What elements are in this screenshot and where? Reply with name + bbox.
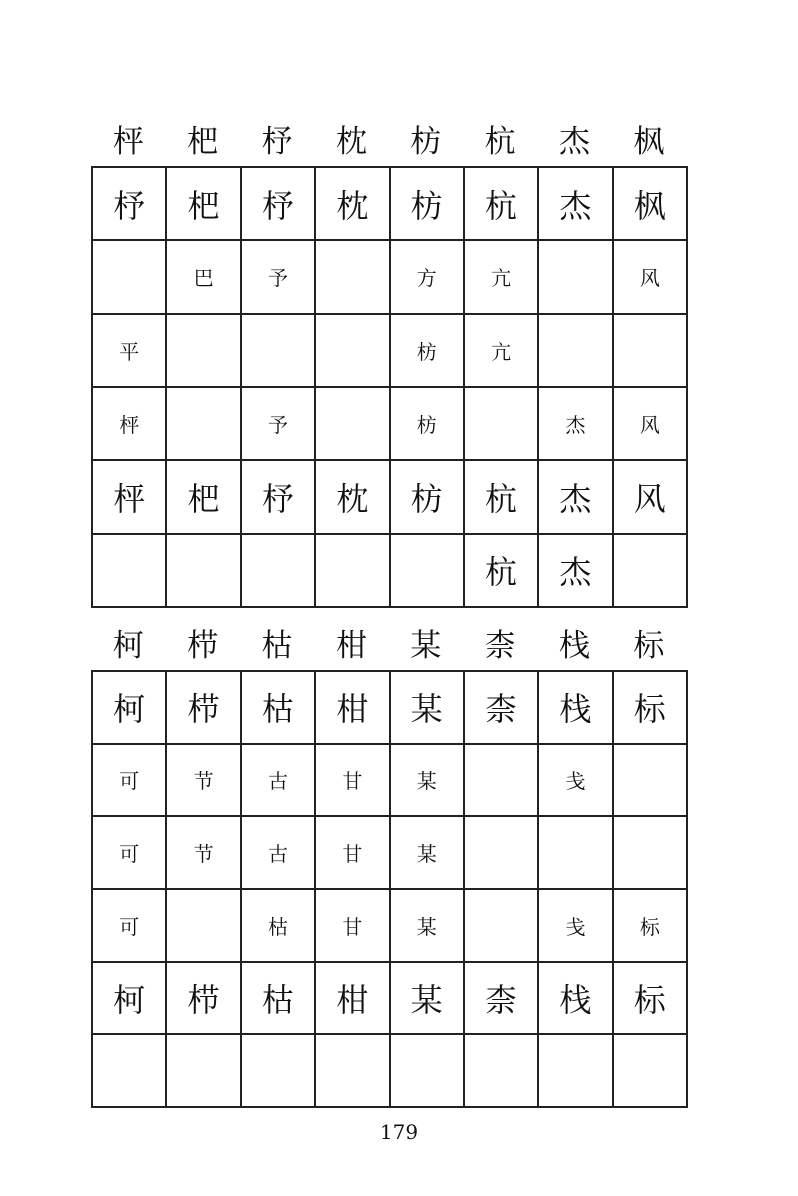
column-header: 杼 <box>261 124 293 160</box>
glyph-cell: 方 <box>391 241 465 314</box>
glyph-cell: 栈 <box>539 963 613 1036</box>
glyph-cell: 杭 <box>465 461 539 534</box>
glyph-cell: 甘 <box>316 817 390 890</box>
glyph-cell: 某 <box>391 817 465 890</box>
glyph-cell: 某 <box>391 963 465 1036</box>
glyph-cell <box>391 535 465 608</box>
glyph-cell <box>465 745 539 818</box>
glyph-cell: 枋 <box>391 461 465 534</box>
glyph-cell: 甘 <box>316 890 390 963</box>
glyph-cell <box>93 241 167 314</box>
glyph-cell: 柑 <box>316 672 390 745</box>
glyph-cell: 可 <box>93 890 167 963</box>
glyph-cell: 杼 <box>93 168 167 241</box>
glyph-cell: 古 <box>242 745 316 818</box>
glyph-cell: 某 <box>391 672 465 745</box>
glyph-cell: 风 <box>614 461 688 534</box>
glyph-cell <box>242 1035 316 1108</box>
glyph-cell: 柰 <box>465 672 539 745</box>
glyph-cell <box>93 1035 167 1108</box>
glyph-cell <box>167 535 241 608</box>
glyph-cell: 甘 <box>316 745 390 818</box>
glyph-cell: 枯 <box>242 672 316 745</box>
column-header: 杭 <box>484 124 516 160</box>
glyph-cell <box>242 315 316 388</box>
glyph-cell: 杼 <box>242 168 316 241</box>
glyph-cell: 某 <box>391 745 465 818</box>
glyph-cell: 枋 <box>391 315 465 388</box>
glyph-cell: 杰 <box>539 388 613 461</box>
glyph-cell <box>167 388 241 461</box>
glyph-cell: 杰 <box>539 535 613 608</box>
glyph-cell: 杭 <box>465 535 539 608</box>
column-header: 柰 <box>484 628 516 664</box>
glyph-cell: 枫 <box>614 168 688 241</box>
column-header: 栉 <box>187 628 219 664</box>
glyph-cell <box>242 535 316 608</box>
glyph-cell <box>539 1035 613 1108</box>
glyph-cell: 亢 <box>465 241 539 314</box>
column-header: 枋 <box>410 124 442 160</box>
glyph-cell: 古 <box>242 817 316 890</box>
glyph-cell <box>391 1035 465 1108</box>
glyph-cell: 枰 <box>93 461 167 534</box>
glyph-cell: 柯 <box>93 672 167 745</box>
glyph-cell <box>316 535 390 608</box>
character-grid <box>91 166 688 608</box>
glyph-cell: 枋 <box>391 388 465 461</box>
glyph-cell: 枕 <box>316 168 390 241</box>
glyph-cell <box>465 1035 539 1108</box>
column-header: 柯 <box>112 628 144 664</box>
glyph-cell: 戋 <box>539 745 613 818</box>
glyph-cell <box>167 890 241 963</box>
column-header: 枕 <box>335 124 367 160</box>
glyph-cell: 枕 <box>316 461 390 534</box>
glyph-cell <box>316 1035 390 1108</box>
glyph-cell: 平 <box>93 315 167 388</box>
glyph-cell: 柰 <box>465 963 539 1036</box>
glyph-cell: 可 <box>93 817 167 890</box>
glyph-cell <box>167 1035 241 1108</box>
glyph-cell: 巴 <box>167 241 241 314</box>
glyph-cell: 某 <box>391 890 465 963</box>
glyph-cell <box>539 817 613 890</box>
glyph-cell: 杰 <box>539 168 613 241</box>
column-header: 杰 <box>558 124 590 160</box>
glyph-cell <box>465 817 539 890</box>
glyph-cell: 栉 <box>167 963 241 1036</box>
glyph-cell <box>316 388 390 461</box>
glyph-cell <box>167 315 241 388</box>
glyph-cell: 杼 <box>242 461 316 534</box>
glyph-cell: 标 <box>614 890 688 963</box>
glyph-cell: 柑 <box>316 963 390 1036</box>
glyph-cell: 栈 <box>539 672 613 745</box>
glyph-cell <box>614 1035 688 1108</box>
glyph-cell: 予 <box>242 388 316 461</box>
column-header: 枰 <box>112 124 144 160</box>
glyph-cell <box>465 890 539 963</box>
glyph-cell <box>316 241 390 314</box>
glyph-cell: 杷 <box>167 461 241 534</box>
glyph-cell <box>539 241 613 314</box>
character-grid <box>91 670 688 1108</box>
glyph-cell: 风 <box>614 388 688 461</box>
glyph-cell: 节 <box>167 745 241 818</box>
header-row <box>91 626 686 666</box>
glyph-cell: 枯 <box>242 963 316 1036</box>
glyph-cell: 枯 <box>242 890 316 963</box>
glyph-cell: 戋 <box>539 890 613 963</box>
glyph-cell: 枋 <box>391 168 465 241</box>
column-header: 杷 <box>187 124 219 160</box>
column-header: 栈 <box>558 628 590 664</box>
glyph-cell: 予 <box>242 241 316 314</box>
glyph-cell <box>316 315 390 388</box>
column-header: 枫 <box>633 124 665 160</box>
glyph-cell: 杷 <box>167 168 241 241</box>
glyph-cell <box>614 535 688 608</box>
glyph-cell <box>93 535 167 608</box>
glyph-cell: 柯 <box>93 963 167 1036</box>
glyph-cell <box>465 388 539 461</box>
glyph-cell: 栉 <box>167 672 241 745</box>
column-header: 标 <box>633 628 665 664</box>
glyph-cell <box>614 817 688 890</box>
column-header: 柑 <box>335 628 367 664</box>
glyph-cell: 标 <box>614 963 688 1036</box>
glyph-cell <box>614 745 688 818</box>
glyph-cell: 节 <box>167 817 241 890</box>
glyph-cell: 标 <box>614 672 688 745</box>
page-number: 179 <box>379 1120 419 1144</box>
glyph-cell: 风 <box>614 241 688 314</box>
glyph-cell: 亢 <box>465 315 539 388</box>
glyph-cell: 枰 <box>93 388 167 461</box>
glyph-cell: 杰 <box>539 461 613 534</box>
header-row <box>91 122 686 162</box>
glyph-cell: 可 <box>93 745 167 818</box>
glyph-cell <box>539 315 613 388</box>
glyph-cell: 杭 <box>465 168 539 241</box>
glyph-cell <box>614 315 688 388</box>
column-header: 某 <box>410 628 442 664</box>
column-header: 枯 <box>261 628 293 664</box>
